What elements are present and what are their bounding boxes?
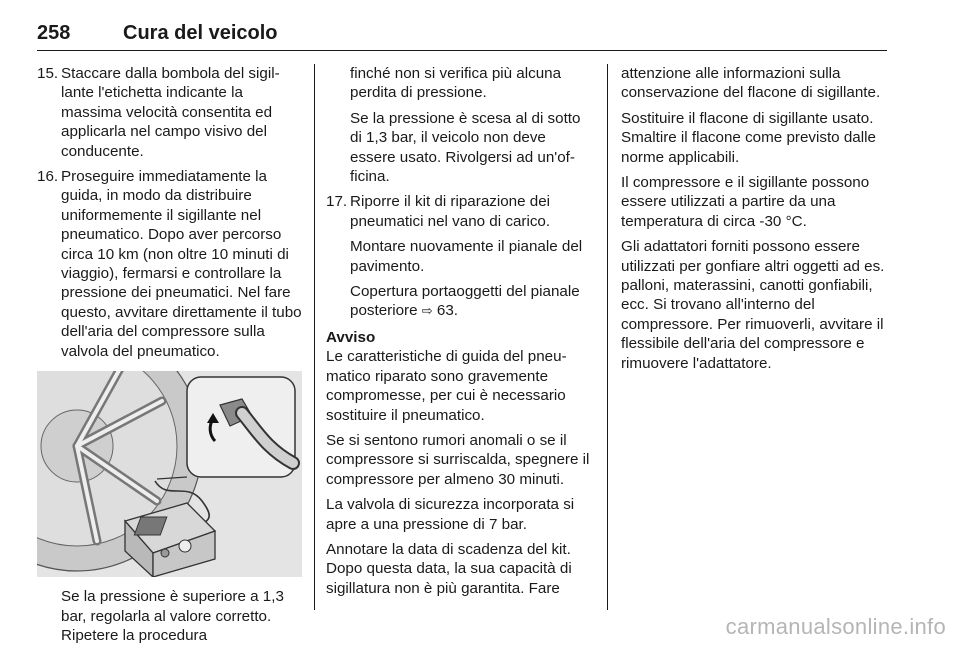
notice-paragraph: Le caratteristiche di guida del pneumatico riparato sono gravemente compromesse, per cui è necessario sostituire il pneumatico. (326, 348, 567, 424)
paragraph: attenzione alle informazioni sulla conservazione del flacone di sigillante. (621, 65, 881, 102)
page-reference[interactable]: 63. (432, 302, 459, 320)
notice-paragraph: Se si sentono rumori anomali o se il compressore si surriscalda, spegnere il compressore per almeno 30 minuti. (326, 431, 590, 488)
column-2 (326, 64, 594, 604)
column-divider (607, 64, 608, 610)
paragraph: Se la pressione è scesa al di sotto di 1,3 bar, il veicolo non deve essere usato. Rivolgersi ad un'officina. (350, 109, 581, 186)
compressor-illustration (37, 371, 302, 577)
cross-reference-paragraph (326, 282, 594, 322)
paragraph: Se la pressione è superiore a 1,3 bar, regolarla al valore corretto. Ripetere la procedura (61, 588, 284, 644)
column-3 (621, 64, 889, 379)
step-16 (37, 167, 302, 361)
column-divider (314, 64, 315, 610)
paragraph: Montare nuovamente il pianale del pavimento. (350, 238, 583, 275)
step-17 (326, 192, 594, 231)
step-number: 15. (37, 65, 59, 82)
paragraph: Il compressore e il sigillante possono essere utilizzati a partire da una temperatura di circa -30 °C. (621, 174, 870, 230)
notice-paragraph: Annotare la data di scadenza del kit. Dopo questa data, la sua capacità di sigillatura non è più garantita. Fare (326, 540, 572, 597)
notice-title: Avviso (326, 328, 376, 346)
paragraph: finché non si verifica più alcuna perdita di pressione. (350, 65, 562, 102)
paragraph-text: Copertura portaoggetti del pianale posteriore (350, 283, 580, 320)
step-15 (37, 64, 302, 161)
step-number: 16. (37, 168, 59, 186)
step-text: Staccare dalla bombola del sigillante l'etichetta indicante la massima velocità consentita ed applicarla nel campo visivo del conducente. (61, 65, 280, 160)
column-1 (37, 64, 302, 651)
paragraph: Gli adattatori forniti possono essere utilizzati per gonfiare altri oggetti ad es. palloni, materassini, canotti gonfiabili, ecc. Si trovano all'interno del compressore. Per rimuoverli, avvitare il flessibile dell'aria del compressore e rimuovere l'adattatore. (621, 238, 885, 372)
step-text: Proseguire immediatamente la guida, in modo da distribuire uniformemente il sigillante nel pneumatico. Dopo aver percorso circa 10 km (non oltre 10 minuti di viaggio), fermarsi e controllare la pressione dei pneumatici. Nel fare questo, avvitare direttamente il tubo dell'aria del compressore sulla valvola del pneumatico. (61, 168, 302, 360)
paragraph: Sostituire il flacone di sigillante usato. Smaltire il flacone come previsto dalle norme applicabili. (621, 109, 876, 166)
watermark: carmanualsonline.info (725, 613, 946, 639)
page-header (37, 24, 887, 51)
step-number: 17. (326, 193, 348, 211)
page-title: Cura del veicolo (123, 22, 278, 44)
notice-paragraph: La valvola di sicurezza incorporata si apre a una pressione di 7 bar. (326, 496, 575, 533)
page-number: 258 (37, 22, 71, 44)
page-reference-arrow-icon: ⇨ (421, 304, 433, 320)
step-text: Riporre il kit di riparazione dei pneumatici nel vano di carico. (350, 193, 551, 230)
